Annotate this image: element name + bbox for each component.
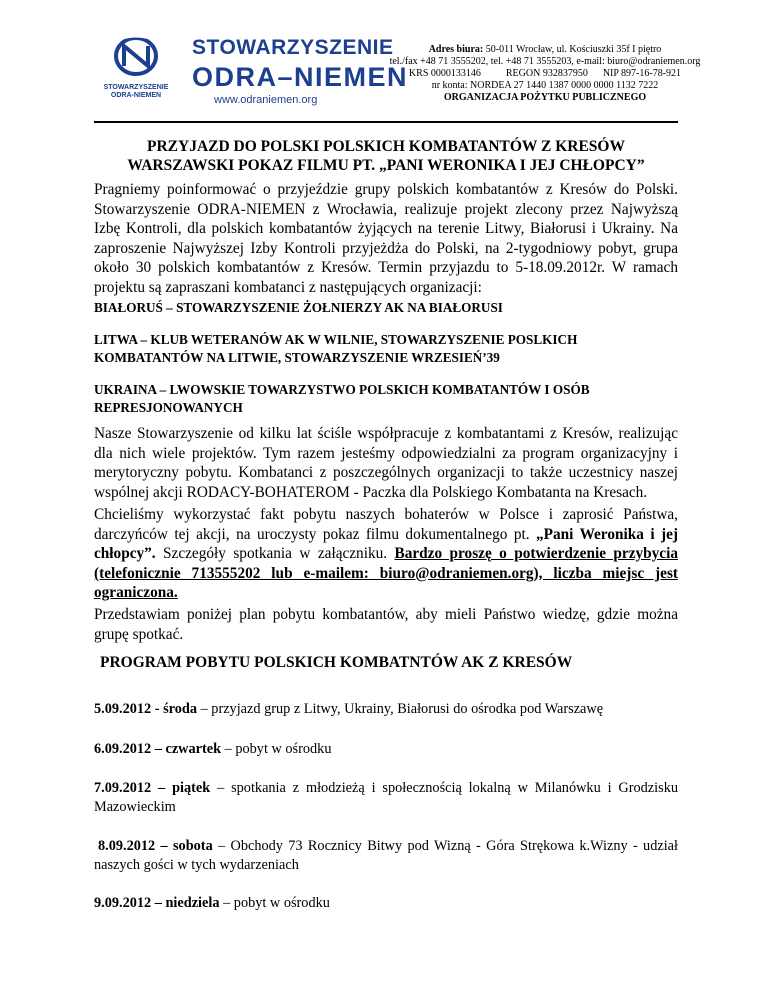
program-text: – spotkania z młodzieżą i społecznością lokalną w Milanówku i Grodzisku Mazowieckim: [94, 780, 678, 815]
program-item-4: [94, 837, 678, 875]
film-title: „Pani Weronika i jej chłopcy”.: [94, 525, 679, 562]
address-line-1: [380, 44, 710, 56]
address-line-3: KRS 0000133146 REGON 932837950 NIP 897-16-78-921: [408, 68, 682, 79]
logo-word-odra-niemen: ODRA–NIEMEN: [192, 62, 409, 92]
program-date: 8.09.2012 – sobota: [98, 838, 213, 854]
address-line-5: ORGANIZACJA POŻYTKU PUBLICZNEGO: [443, 92, 647, 103]
program-text: – Obchody 73 Rocznicy Bitwy pod Wizną - Góra Strękowa k.Wizny - udział naszych gości w tych wydarzeniach: [94, 838, 678, 873]
program-date: 5.09.2012 - środa: [94, 701, 197, 717]
logo-word-stowarzyszenie: STOWARZYSZENIE: [192, 36, 394, 59]
program-title: PROGRAM POBYTU POLSKICH KOMBATNTÓW AK Z KRESÓW: [100, 654, 573, 671]
plan-intro-paragraph: Przedstawiam poniżej plan pobytu kombatantów, aby mieli Państwo wiedzę, gdzie można grupę spotkać.: [94, 606, 678, 643]
cooperation-paragraph: Nasze Stowarzyszenie od kilku lat ściśle współpracuje z kombatantami z Kresów, realizując dla nich wiele projektów. Tym razem jesteśmy odpowiedzialni za program organizacyjny i merytoryczny pobytu. Kombatanci z poszczególnych organizacji to także uczestnicy naszej wspólnej akcji RODACY-BOHATEROM - Paczka dla Polskiego Kombatanta na Kresach.: [94, 425, 678, 501]
logo-url: www.odraniemen.org: [214, 94, 318, 106]
title-line-1: PRZYJAZD DO POLSKI POLSKICH KOMBATANTÓW Z KRESÓW: [147, 138, 625, 155]
address-line-4: nr konta: NORDEA 27 1440 1387 0000 0000 1132 7222: [431, 80, 659, 91]
title-line-2: WARSZAWSKI POKAZ FILMU PT. „PANI WERONIKA I JEJ CHŁOPCY”: [127, 157, 645, 174]
program-date: 7.09.2012 – piątek: [94, 780, 211, 796]
org-belarus: BIAŁORUŚ – STOWARZYSZENIE ŻOŁNIERZY AK NA BIAŁORUSI: [94, 300, 503, 315]
rsvp-request: Bardzo proszę o potwierdzenie przybycia (telefonicznie 713555202 lub e-mailem: biuro@odraniemen.org), liczba miejsc jest ograniczona.: [94, 545, 678, 601]
program-text: – pobyt w ośrodku: [221, 741, 332, 757]
address-line-2: tel./fax +48 71 3555202, tel. +48 71 3555203, e-mail: biuro@odraniemen.org: [389, 56, 701, 67]
program-item-3: [94, 779, 678, 817]
invitation-paragraph: [94, 505, 678, 603]
program-item-1: [94, 700, 678, 720]
program-item-5: [94, 894, 678, 914]
address-text: 50-011 Wrocław, ul. Kościuszki 35f I piętro: [483, 44, 662, 55]
logo-small-text: STOWARZYSZENIE ODRA-NIEMEN: [103, 84, 169, 99]
office-address-block: [380, 44, 710, 104]
invitation-text: Chcieliśmy wykorzystać fakt pobytu naszych bohaterów w Polsce i zaprosić Państwa, darczyńców tej akcji, na uroczysty pokaz filmu dokumentalnego pt.: [94, 506, 678, 543]
program-date: 9.09.2012 – niedziela: [94, 895, 220, 911]
header-divider: [94, 121, 678, 123]
program-text: – pobyt w ośrodku: [219, 895, 330, 911]
invitation-details: Szczegóły spotkania w załączniku.: [155, 545, 395, 562]
program-item-2: [94, 740, 678, 760]
document-title: [94, 137, 678, 175]
org-lithuania: LITWA – KLUB WETERANÓW AK W WILNIE, STOWARZYSZENIE POSLKICH KOMBATANTÓW NA LITWIE, STOWARZYSZENIE WRZESIEŃ’39: [94, 332, 578, 365]
address-label: Adres biura:: [428, 44, 484, 55]
org-ukraine: UKRAINA – LWOWSKIE TOWARZYSTWO POLSKICH KOMBATANTÓW I OSÓB REPRESJONOWANYCH: [94, 382, 590, 415]
program-date: 6.09.2012 – czwartek: [94, 741, 222, 757]
org-logo: [94, 32, 409, 106]
program-text: – przyjazd grup z Litwy, Ukrainy, Białorusi do ośrodka pod Warszawę: [197, 701, 604, 717]
intro-paragraph: Pragniemy poinformować o przyjeździe grupy polskich kombatantów z Kresów do Polski. Stowarzyszenie ODRA-NIEMEN z Wrocławia, realizuje projekt zlecony przez Najwyższą Izbę Kontroli, dla polskich kombatantów żyjących na terenie Litwy, Białorusi i Ukrainy. Na zaproszenie Najwyższej Izby Kontroli przyjeżdża do Polski, na 2-tygodniowy pobyt, grupa około 30 polskich kombatantów z Kresów. Termin przyjazdu to 5-18.09.2012r. W ramach projektu są zapraszani kombatanci z następujących organizacji:: [94, 181, 678, 296]
